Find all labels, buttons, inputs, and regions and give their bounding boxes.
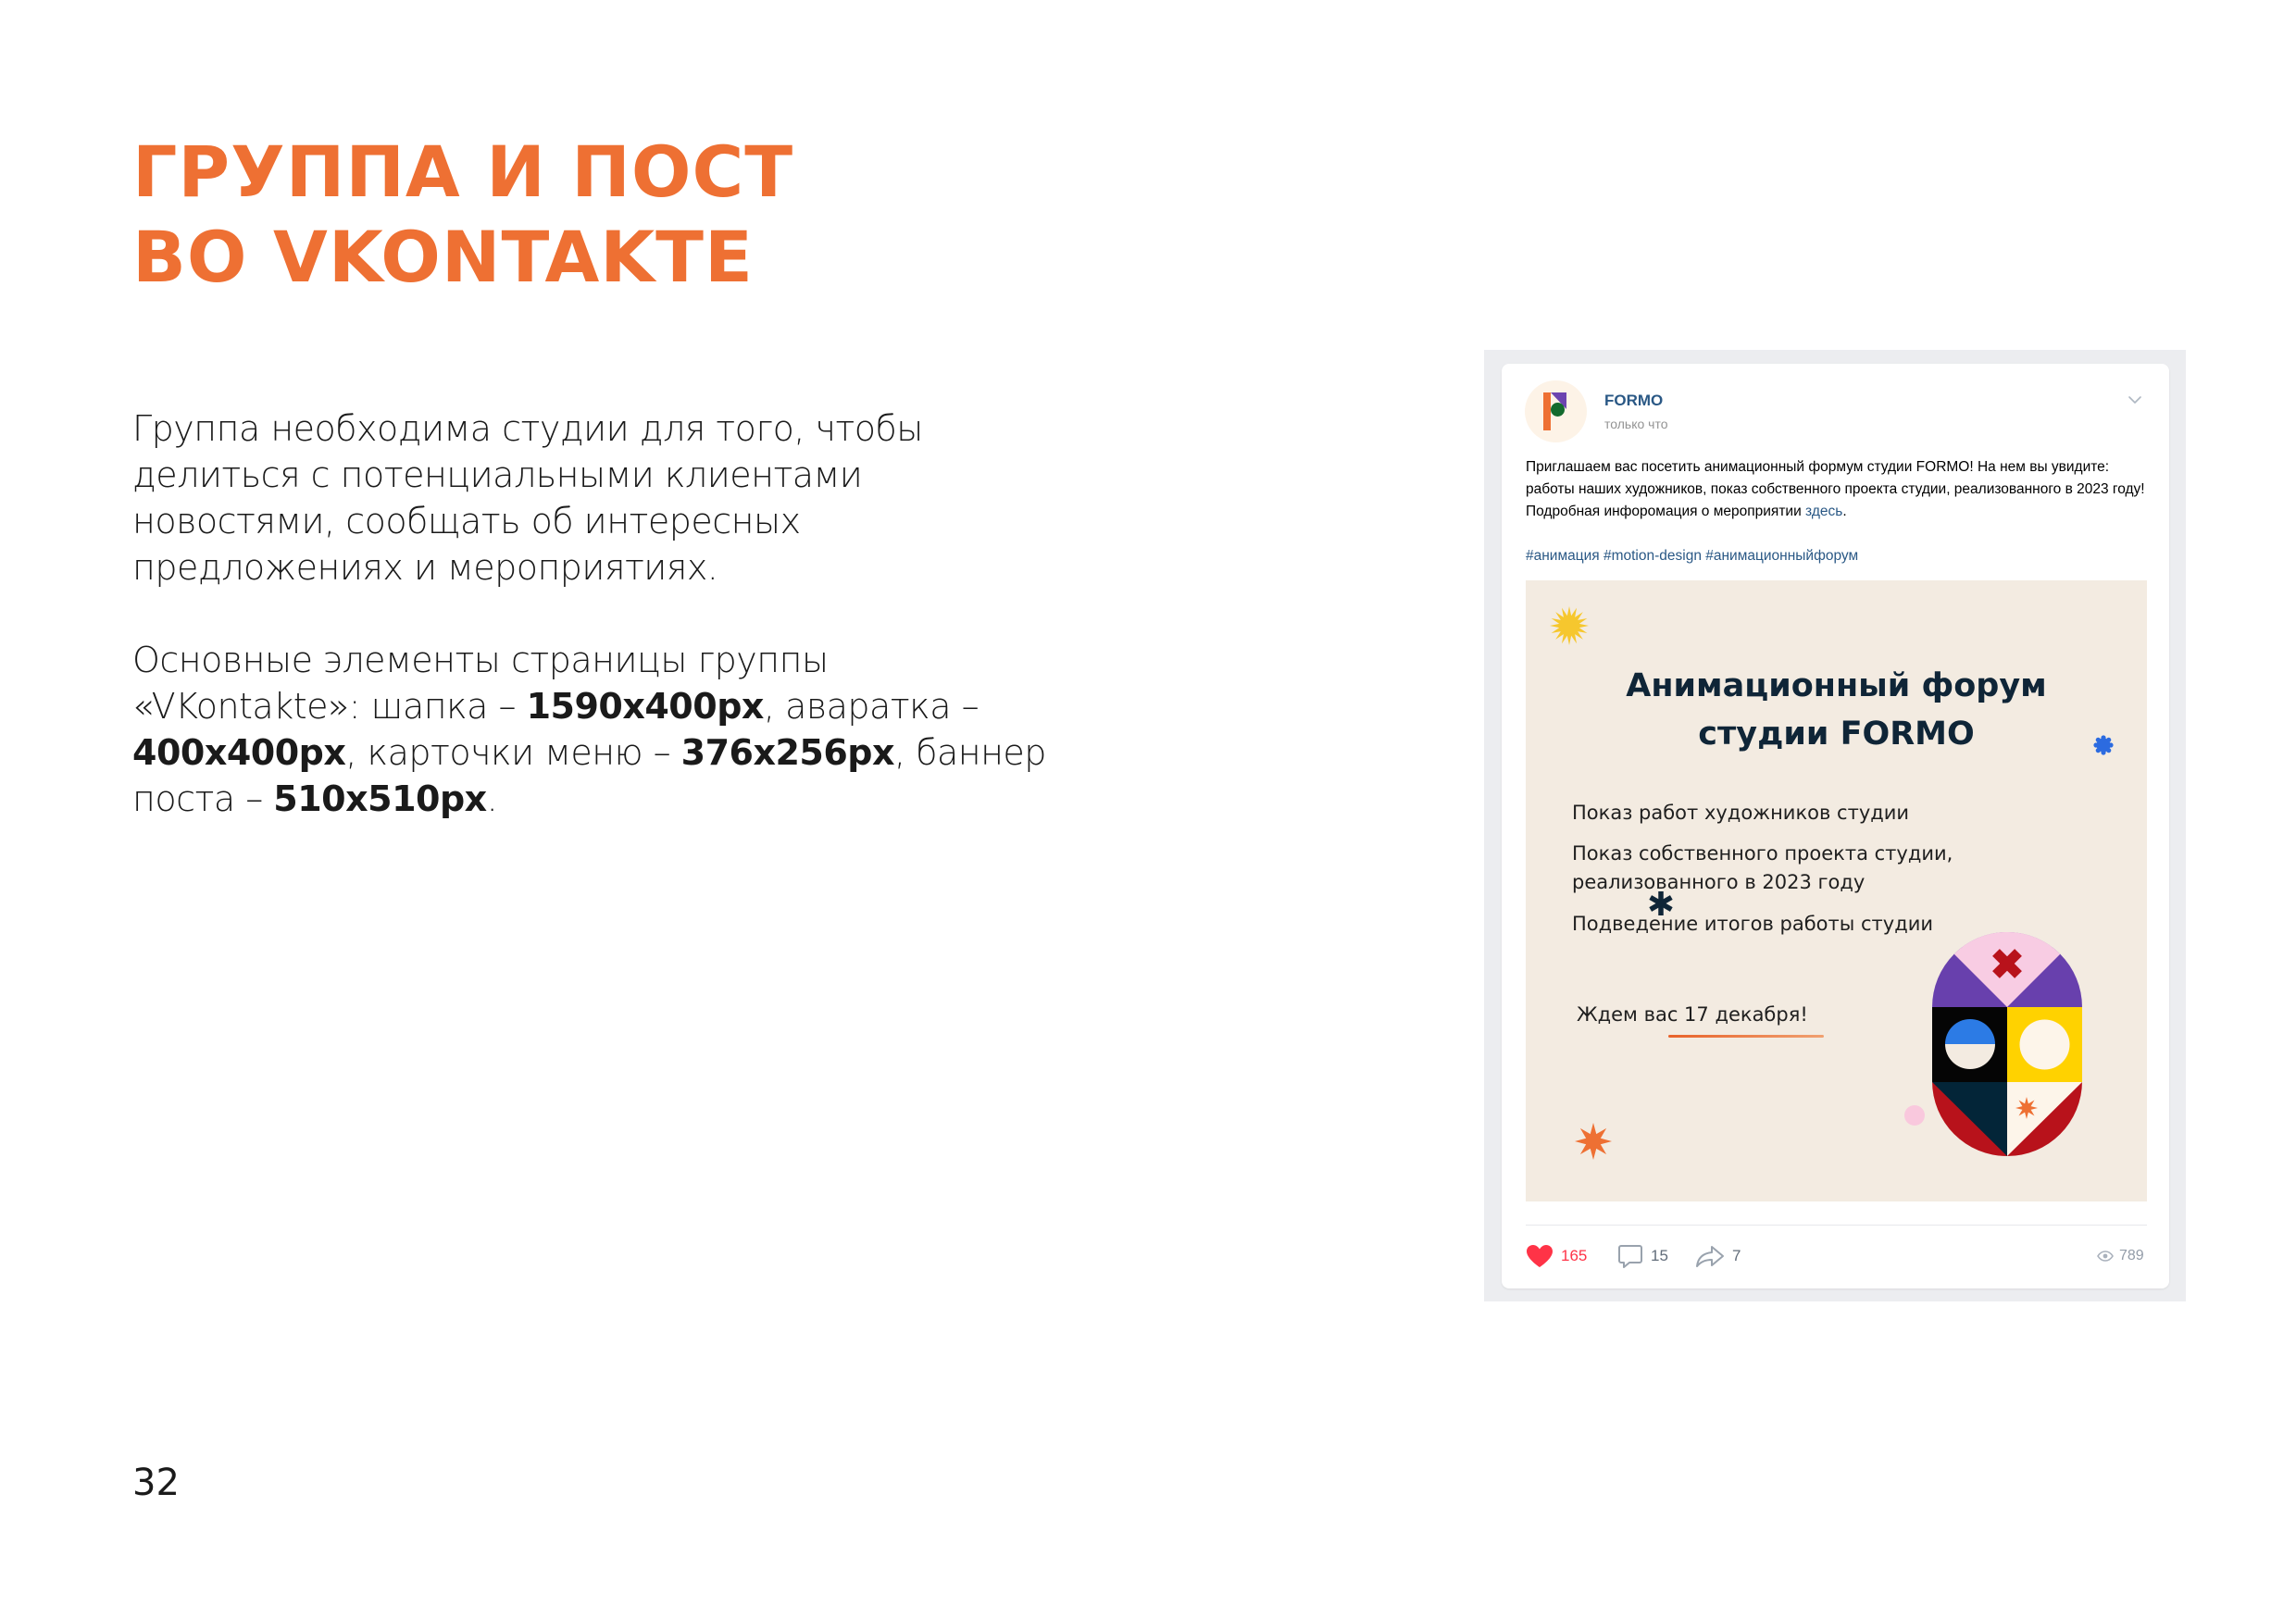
- banner-item: Показ работ художников студии: [1572, 802, 1910, 824]
- page-title: [132, 130, 793, 300]
- page-number: 32: [132, 1462, 180, 1504]
- text: поста –: [132, 778, 274, 819]
- logo-bar: [1543, 392, 1551, 430]
- paragraph-line: Группа необходима студии для того, чтобы: [132, 408, 923, 449]
- text: , аваратка –: [763, 686, 980, 727]
- yellow-sun-icon: [1549, 605, 1590, 646]
- date-underline: [1668, 1035, 1824, 1038]
- views-counter: [2097, 1245, 2144, 1267]
- banner-item-line: Показ собственного проекта студии,: [1572, 842, 1953, 865]
- post-banner-size: 510x510px: [273, 778, 487, 819]
- title-line-1: ГРУППА И ПОСТ: [132, 131, 794, 213]
- share-icon: [1695, 1244, 1725, 1268]
- banner-title-line-1: Анимационный форум: [1626, 667, 2047, 704]
- heart-icon: [1526, 1244, 1554, 1268]
- logo-dot: [1551, 403, 1565, 417]
- elements-paragraph: [132, 637, 1046, 822]
- eye-icon: [2097, 1251, 2114, 1262]
- post-banner[interactable]: [1526, 580, 2147, 1201]
- paragraph-line: [132, 683, 1046, 729]
- text: , карточки меню –: [345, 732, 681, 773]
- group-avatar[interactable]: [1525, 380, 1587, 442]
- share-count: 7: [1732, 1247, 1741, 1264]
- banner-date: Ждем вас 17 декабря!: [1577, 1003, 1808, 1026]
- title-line-2: ВО VKONTAKTE: [132, 216, 754, 298]
- header-size: 1590x400px: [526, 686, 764, 727]
- comment-icon: [1617, 1243, 1643, 1269]
- post-text: [1526, 456, 2155, 523]
- comment-count: 15: [1651, 1247, 1668, 1264]
- chevron-down-icon[interactable]: [2128, 395, 2142, 404]
- hashtags[interactable]: #анимация #motion-design #анимационныйфорум: [1526, 548, 1859, 564]
- like-count: 165: [1561, 1247, 1588, 1264]
- banner-item-line: реализованного в 2023 году: [1572, 871, 1866, 893]
- like-button[interactable]: [1526, 1245, 1587, 1267]
- banner-title-line-2: студии FORMO: [1698, 716, 1975, 753]
- navy-asterisk-icon: [1647, 890, 1675, 917]
- post-divider: [1526, 1225, 2147, 1226]
- pink-dot: [1904, 1105, 1925, 1126]
- avatar-size: 400x400px: [132, 732, 346, 773]
- paragraph-line: делиться с потенциальными клиентами: [132, 454, 863, 495]
- paragraph-line: Основные элементы страницы группы: [132, 640, 829, 680]
- text: .: [486, 778, 498, 819]
- text: , баннер: [894, 732, 1046, 773]
- intro-paragraph: [132, 405, 923, 591]
- post-text-end: .: [1842, 504, 1847, 519]
- vk-post-card: [1502, 364, 2169, 1288]
- comment-button[interactable]: [1617, 1245, 1668, 1267]
- formo-emblem: [1932, 932, 2082, 1156]
- paragraph-line: [132, 729, 1046, 776]
- banner-item: [1572, 840, 1953, 897]
- orange-star-icon: [1574, 1122, 1613, 1161]
- details-link[interactable]: здесь: [1805, 504, 1843, 519]
- menu-card-size: 376x256px: [680, 732, 895, 773]
- banner-item: Подведение итогов работы студии: [1572, 913, 1934, 935]
- share-button[interactable]: [1695, 1245, 1741, 1267]
- views-count: 789: [2119, 1248, 2144, 1263]
- post-time[interactable]: только что: [1604, 417, 1668, 431]
- paragraph-line: новостями, сообщать об интересных: [132, 501, 801, 541]
- post-body: Приглашаем вас посетить анимационный формум студии FORMO! На нем вы увидите: работы наших художников, показ собственного проекта студии, реализованного в 2023 году! Подробная инфоромация о мероприятии: [1526, 459, 2145, 519]
- paragraph-line: предложениях и мероприятиях.: [132, 547, 718, 588]
- text: «VKontakte»: шапка –: [132, 686, 527, 727]
- paragraph-line: [132, 776, 1046, 822]
- banner-title: [1526, 662, 2147, 758]
- group-name-link[interactable]: FORMO: [1604, 392, 1664, 409]
